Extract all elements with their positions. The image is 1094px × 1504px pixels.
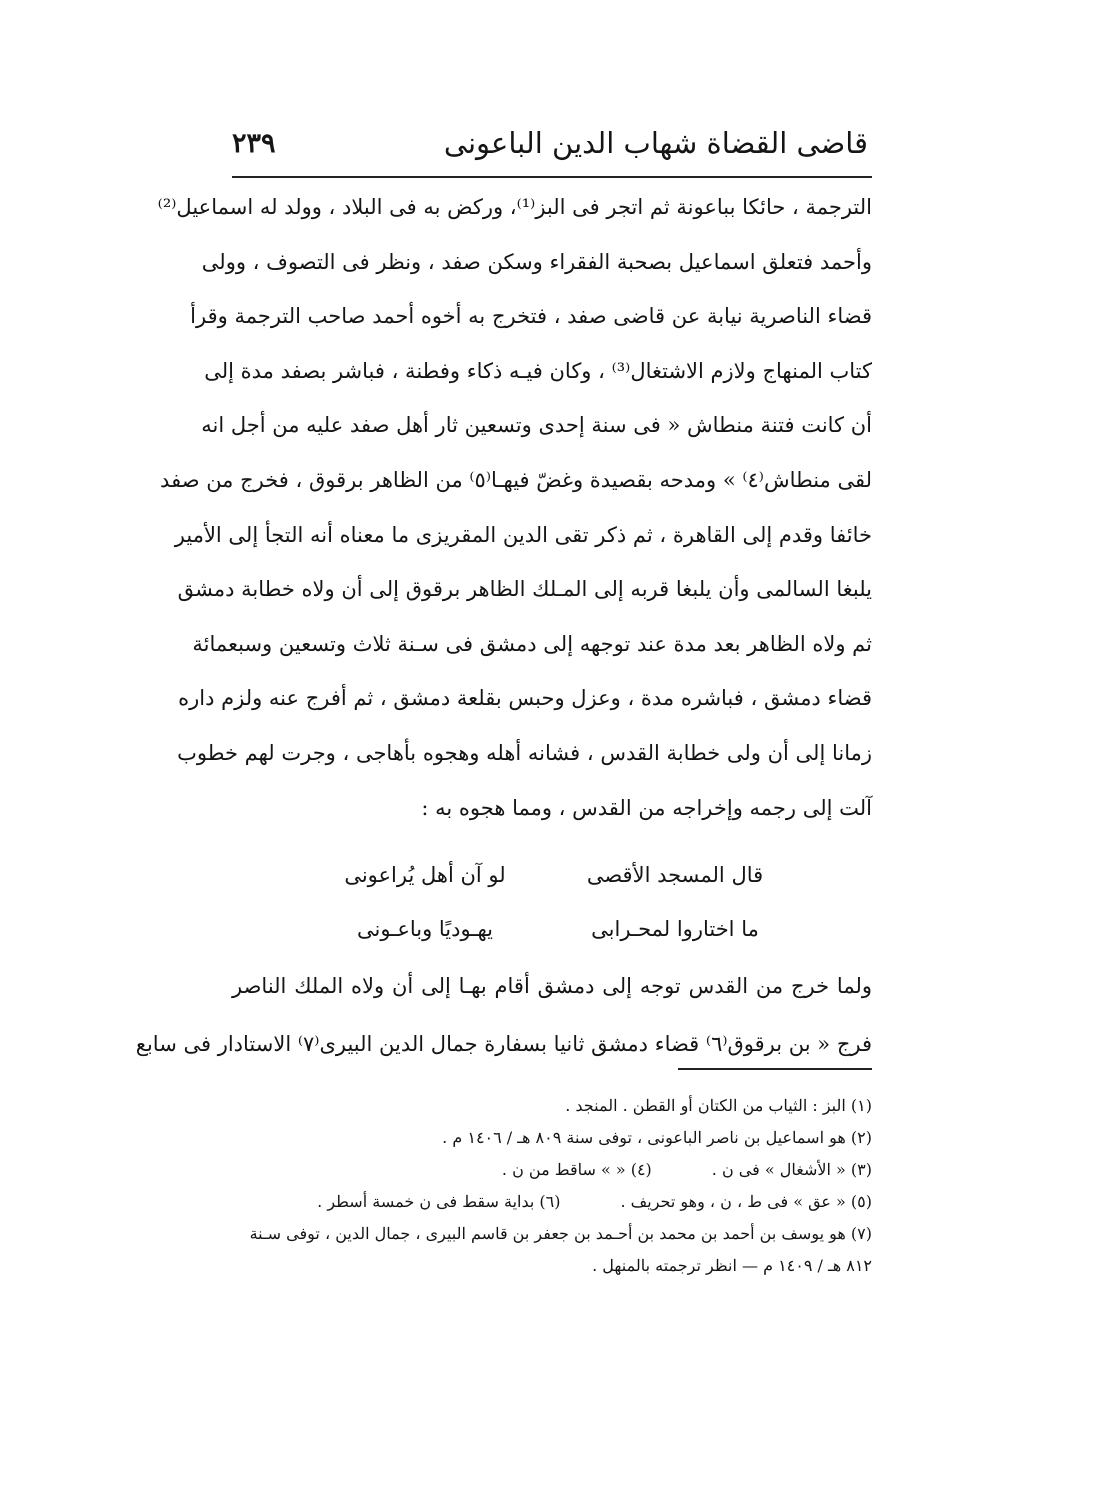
header-rule [232, 176, 872, 178]
footnote-7: (٧) هو يوسف بن أحمد بن محمد بن أحـمد بن جعفر بن قاسم البيرى ، جمال الدين ، توفى سـنة [249, 1224, 872, 1243]
footnote-row [232, 1154, 872, 1186]
footnote-2: (٢) هو اسماعيل بن ناصر الباعونى ، توفى سنة ٨٠٩ هـ / ١٤٠٦ م . [442, 1128, 872, 1147]
page-number: ٢٣٩ [232, 127, 276, 159]
verse-first-hemistich: ما اختاروا لمحـرابى [591, 917, 759, 941]
text-line: ولما خرج من القدس توجه إلى دمشق أقام بهـا إلى أن ولاه الملك الناصر [232, 974, 872, 998]
page-header [232, 118, 868, 168]
text-line: قضاء الناصرية نيابة عن قاضى صفد ، فتخرج به أخوه أحمد صاحب الترجمة وقرأ [190, 304, 872, 329]
verse-second-hemistich: يهـوديًا وباعـونى [356, 917, 494, 941]
footnote-5: (٥) « عق » فى ط ، ن ، وهو تحريف . [620, 1192, 872, 1211]
footnote-7-continuation: ٨١٢ هـ / ١٤٠٩ م — انظر ترجمته بالمنهل . [592, 1256, 872, 1275]
main-text [157, 180, 872, 835]
poem-verse [330, 848, 770, 902]
text-line: فرج « بن برقوق⁽٦⁾ قضاء دمشق ثانيا بسفارة جمال الدين البيرى⁽٧⁾ الاستادار فى سابع [135, 1032, 872, 1056]
poem [330, 848, 770, 956]
text-line: كتاب المنهاج ولازم الاشتغال⁽³⁾ ، وكان فيـه ذكاء وفطنة ، فباشر بصفد مدة إلى [204, 358, 872, 383]
continuation-text [135, 957, 872, 1073]
text-line: ثم ولاه الظاهر بعد مدة عند توجهه إلى دمشق فى سـنة ثلاث وتسعين وسبعمائة [192, 631, 872, 656]
poem-verse [330, 902, 770, 956]
text-line: يلبغا السالمى وأن يلبغا قربه إلى المـلك الظاهر برقوق إلى أن ولاه خطابة دمشق [177, 577, 872, 602]
footnote-rule [678, 1068, 872, 1070]
running-title: قاضى القضاة شهاب الدين الباعونى [443, 126, 868, 160]
footnote-6: (٦) بداية سقط فى ن خمسة أسطر . [317, 1192, 561, 1211]
text-line: أن كانت فتنة منطاش « فى سنة إحدى وتسعين ثار أهل صفد عليه من أجل انه [201, 413, 872, 438]
verse-first-hemistich: قال المسجد الأقصى [586, 863, 764, 887]
verse-second-hemistich: لو آن أهل يُراعونى [344, 863, 506, 887]
text-line: خائفا وقدم إلى القاهرة ، ثم ذكر تقى الدين المقريزى ما معناه أنه التجأ إلى الأمير [174, 522, 872, 547]
footnote-1: (١) البز : الثياب من الكتان أو القطن . المنجد . [565, 1096, 872, 1115]
footnote-3: (٣) « الأشغال » فى ن . [711, 1160, 872, 1179]
text-line: وأحمد فتعلق اسماعيل بصحبة الفقراء وسكن صفد ، ونظر فى التصوف ، وولى [201, 249, 872, 274]
footnote-4: (٤) « » ساقط من ن . [501, 1160, 652, 1179]
text-line: زمانا إلى أن ولى خطابة القدس ، فشانه أهله وهجوه بأهاجى ، وجرت لهم خطوب [177, 740, 872, 765]
text-line: آلت إلى رجمه وإخراجه من القدس ، ومما هجوه به : [421, 795, 872, 820]
text-line: الترجمة ، حائكا بباعونة ثم اتجر فى البز⁽¹⁾، وركض به فى البلاد ، وولد له اسماعيل⁽²⁾ [157, 195, 872, 219]
footnotes [232, 1090, 872, 1282]
text-line: قضاء دمشق ، فباشره مدة ، وعزل وحبس بقلعة دمشق ، ثم أفرج عنه ولزم داره [178, 686, 872, 711]
footnote-row [232, 1186, 872, 1218]
text-line: لقى منطاش⁽٤⁾ » ومدحه بقصيدة وغضّ فيهـا⁽٥⁾ من الظاهر برقوق ، فخرج من صفد [160, 467, 872, 492]
